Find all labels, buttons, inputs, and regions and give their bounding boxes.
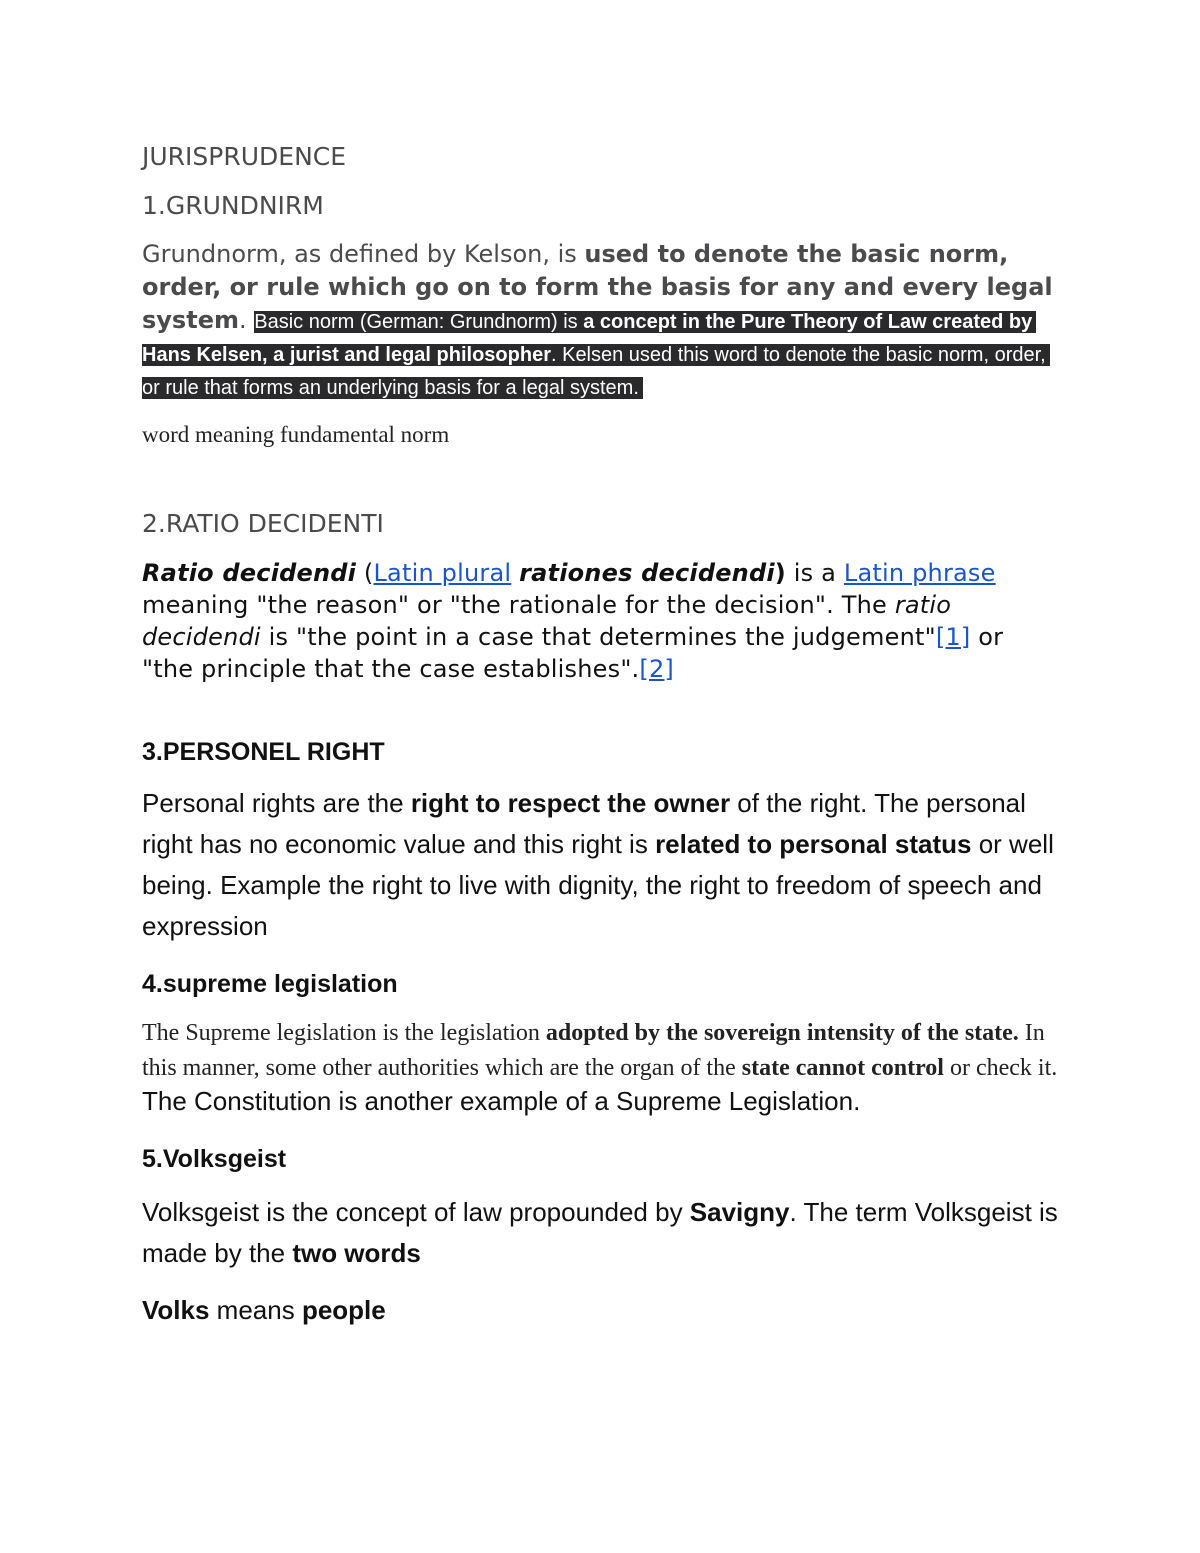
volksgeist-bold-savigny: Savigny [689,1197,790,1227]
grundnorm-paragraph [142,238,1062,403]
supreme-bold-2: state cannot control [741,1055,944,1081]
highlight-bold: a concept in the Pure Theory of Law created by Hans Kelsen, a jurist and legal philosopher [142,311,1033,366]
highlight-part-1: Basic norm (German: Grundnorm) is [254,311,584,333]
highlight-part-2: . Kelsen used this word to denote the basic norm, order, or rule that forms an underlying basis for a legal system. [142,344,1046,399]
ratio-text: ( [356,559,374,587]
personal-text: or well being. Example the right to live with dignity, the right to freedom of speech and expression [142,829,1054,941]
ratio-text: is "the point in a case that determines the judgement" [260,623,936,651]
grundnorm-heading: 1.GRUNDNIRM [142,191,324,220]
ratio-text: or "the principle that the case establishes". [142,623,1004,683]
supreme-legislation-heading: 4.supreme legislation [142,970,398,998]
grundnorm-lead: Grundnorm, as defined by Kelson, is [142,240,585,268]
supreme-tail: The Constitution is another example of a Supreme Legislation. [142,1086,861,1116]
ratio-term: Ratio decidendi [142,559,357,587]
ratio-paragraph [142,557,1062,685]
personal-right-heading: 3.PERSONEL RIGHT [142,738,385,766]
supreme-text: In this manner, some other authorities which are the organ of the [142,1020,1045,1081]
volks-people: people [301,1295,386,1325]
supreme-legislation-paragraph [142,1017,1062,1120]
ratio-text: is a [785,559,844,587]
document-title: JURISPRUDENCE [142,142,347,171]
personal-text: of the right. The personal right has no economic value and this right is [142,788,1026,859]
reference-1-link[interactable]: [1] [935,623,971,651]
ratio-heading: 2.RATIO DECIDENTI [142,509,384,538]
grundnorm-word-meaning: word meaning fundamental norm [142,422,450,447]
rationes-term: rationes decidendi [519,559,775,587]
volksgeist-bold-two-words: two words [292,1238,421,1268]
supreme-text: or check it. [943,1055,1058,1081]
latin-plural-link[interactable]: Latin plural [373,559,512,587]
document-page [142,140,1062,1331]
volks-term: Volks [142,1295,210,1325]
volks-text: means [209,1295,302,1325]
ratio-term-italic: ratio decidendi [142,591,952,651]
personal-bold-1: right to respect the owner [410,788,731,818]
volksgeist-text: . The term Volksgeist is made by the [142,1197,1058,1268]
supreme-text: The Supreme legislation is the legislation [142,1020,546,1046]
latin-phrase-link[interactable]: Latin phrase [843,559,996,587]
volksgeist-paragraph [142,1192,1062,1274]
grundnorm-after: . [238,306,255,334]
grundnorm-bold-text: used to denote the basic norm, order, or rule which go on to form the basis for any and every legal system [142,240,1053,334]
volks-meaning [142,1290,1062,1331]
ratio-text: meaning "the reason" or "the rationale for the decision". The [142,591,895,619]
ratio-text [511,559,519,587]
personal-right-paragraph [142,783,1062,947]
grundnorm-highlighted-text [142,311,1050,399]
volksgeist-text: Volksgeist is the concept of law propounded by [142,1197,690,1227]
reference-2-link[interactable]: [2] [639,655,674,683]
ratio-paren: ) [774,559,786,587]
personal-bold-2: related to personal status [655,829,972,859]
personal-text: Personal rights are the [142,788,411,818]
supreme-bold-1: adopted by the sovereign intensity of the state. [545,1020,1019,1046]
volksgeist-heading: 5.Volksgeist [142,1145,287,1173]
